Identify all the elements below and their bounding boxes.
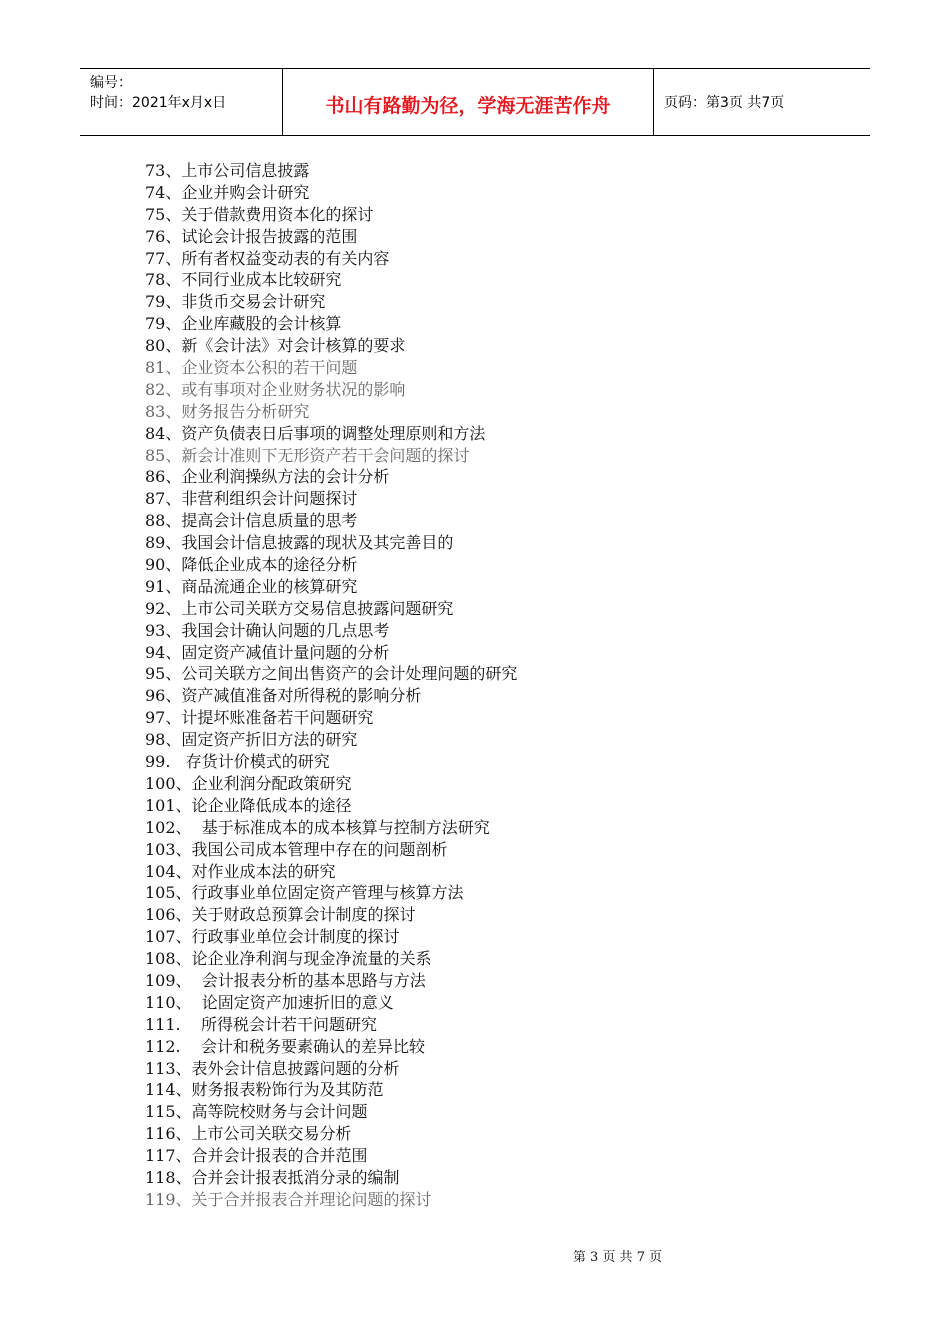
list-item: 76、试论会计报告披露的范围	[145, 226, 358, 246]
list-item: 81、企业资本公积的若干问题	[145, 358, 358, 378]
list-item: 84、资产负债表日后事项的调整处理原则和方法	[145, 423, 486, 443]
list-item: 96、资产减值准备对所得税的影响分析	[145, 686, 422, 706]
list-item: 83、财务报告分析研究	[145, 401, 310, 421]
list-item: 89、我国会计信息披露的现状及其完善目的	[145, 533, 454, 553]
list-item: 99. 存货计价模式的研究	[145, 752, 330, 772]
list-item: 105、行政事业单位固定资产管理与核算方法	[145, 883, 464, 903]
list-item: 118、合并会计报表抵消分录的编制	[145, 1167, 400, 1187]
list-item: 87、非营利组织会计问题探讨	[145, 489, 358, 509]
list-item: 85、新会计准则下无形资产若干会问题的探讨	[145, 445, 470, 465]
list-item: 111. 所得税会计若干问题研究	[145, 1014, 377, 1034]
list-item: 100、企业利润分配政策研究	[145, 773, 352, 793]
list-item: 97、计提坏账准备若干问题研究	[145, 708, 374, 728]
list-item: 90、降低企业成本的途径分析	[145, 555, 358, 575]
header-meta-cell	[80, 69, 283, 135]
list-item: 106、关于财政总预算会计制度的探讨	[145, 905, 416, 925]
document-time-label: 时间：2021年x月x日	[90, 95, 227, 111]
list-item: 108、论企业净利润与现金净流量的关系	[145, 949, 432, 969]
list-item: 75、关于借款费用资本化的探讨	[145, 204, 374, 224]
list-item: 103、我国公司成本管理中存在的问题剖析	[145, 839, 448, 859]
footer-page-number: 第 3 页 共 7 页	[572, 1250, 663, 1265]
list-item: 101、论企业降低成本的途径	[145, 795, 352, 815]
list-item: 74、企业并购会计研究	[145, 182, 310, 202]
page-footer	[0, 1246, 950, 1265]
list-item: 77、所有者权益变动表的有关内容	[145, 248, 390, 268]
list-item: 104、对作业成本法的研究	[145, 861, 336, 881]
list-item: 98、固定资产折旧方法的研究	[145, 730, 358, 750]
list-item: 92、上市公司关联方交易信息披露问题研究	[145, 598, 454, 618]
list-item: 112. 会计和税务要素确认的差异比较	[145, 1036, 425, 1056]
list-item: 78、不同行业成本比较研究	[145, 270, 342, 290]
header-page-cell	[654, 69, 870, 135]
list-item: 113、表外会计信息披露问题的分析	[145, 1058, 400, 1078]
list-item: 88、提高会计信息质量的思考	[145, 511, 358, 531]
list-item: 114、财务报表粉饰行为及其防范	[145, 1080, 384, 1100]
list-item: 102、 基于标准成本的成本核算与控制方法研究	[145, 817, 490, 837]
topic-list	[145, 160, 517, 1211]
list-item: 79、非货币交易会计研究	[145, 292, 326, 312]
list-item: 107、行政事业单位会计制度的探讨	[145, 927, 400, 947]
list-item: 110、 论固定资产加速折旧的意义	[145, 992, 394, 1012]
header-motto-cell	[283, 69, 654, 135]
list-item: 79、企业库藏股的会计核算	[145, 314, 342, 334]
list-item: 109、 会计报表分析的基本思路与方法	[145, 970, 426, 990]
list-item: 117、合并会计报表的合并范围	[145, 1146, 368, 1166]
list-item: 80、新《会计法》对会计核算的要求	[145, 336, 406, 356]
list-item: 82、或有事项对企业财务状况的影响	[145, 379, 406, 399]
list-item: 86、企业利润操纵方法的会计分析	[145, 467, 390, 487]
list-item: 119、关于合并报表合并理论问题的探讨	[145, 1189, 432, 1209]
list-item: 73、上市公司信息披露	[145, 161, 310, 180]
list-item: 93、我国会计确认问题的几点思考	[145, 620, 390, 640]
document-number-label: 编号：	[90, 75, 132, 91]
list-item: 115、高等院校财务与会计问题	[145, 1102, 368, 1122]
list-item: 94、固定资产减值计量问题的分析	[145, 642, 390, 662]
header-page-info: 页码：第3页 共7页	[664, 95, 785, 111]
list-item: 91、商品流通企业的核算研究	[145, 576, 358, 596]
list-item: 95、公司关联方之间出售资产的会计处理问题的研究	[145, 664, 518, 684]
header-motto: 书山有路勤为径，学海无涯苦作舟	[325, 94, 611, 117]
list-item: 116、上市公司关联交易分析	[145, 1124, 352, 1144]
header-table	[80, 68, 870, 136]
